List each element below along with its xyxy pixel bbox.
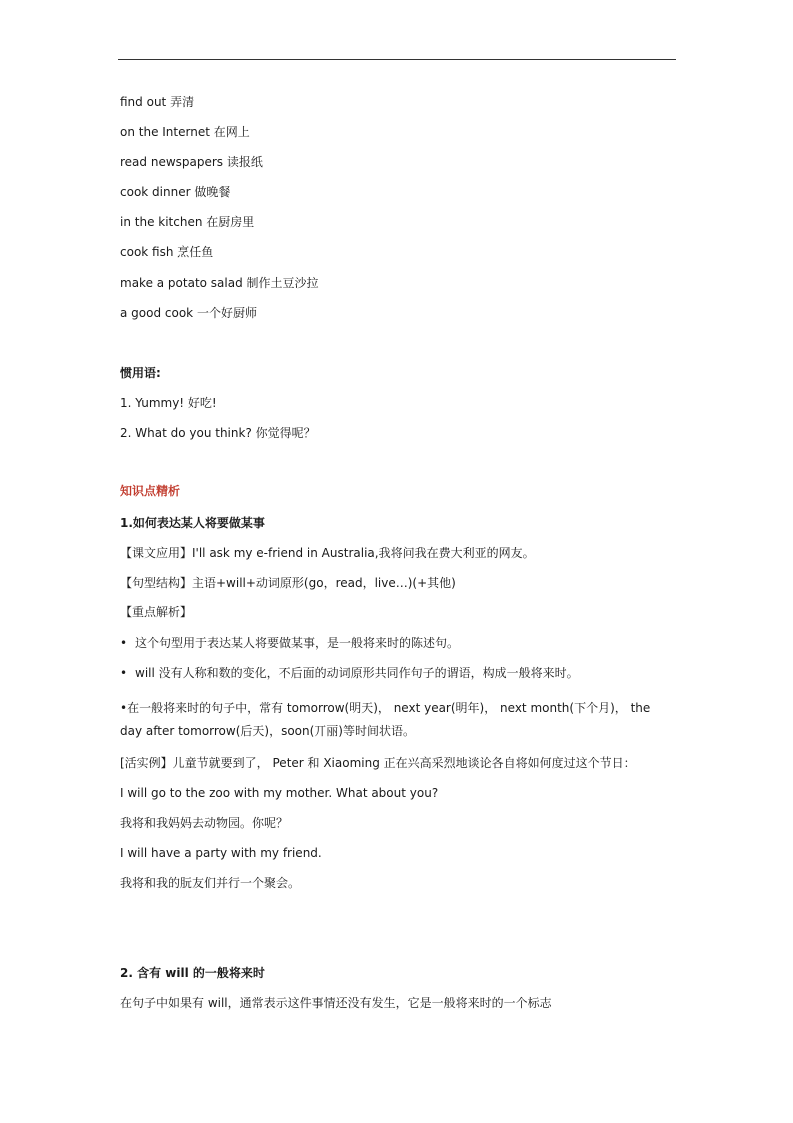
example-line: I will go to the zoo with my mother. What about you?	[120, 786, 439, 800]
vocab-item: make a potato salad 制作土豆沙拉	[120, 276, 319, 290]
example-intro: [活实例】儿童节就要到了， Peter 和 Xiaoming 正在兴高采烈地谈论各自将如何度过这个节日：	[120, 756, 636, 770]
vocab-item: find out 弄清	[120, 95, 195, 109]
bullet-item	[120, 635, 459, 651]
point1-title: 1.如何表达某人将要做某事	[120, 516, 265, 530]
vocab-item: on the Internet 在网上	[120, 125, 250, 139]
vocab-item: cook fish 烹任鱼	[120, 245, 214, 259]
example-line: 我将和我妈妈去动物园。你呢？	[120, 816, 289, 830]
usage-line: 【课文应用】I'll ask my e-friend in Australia,我将问我在费大利亚的网友。	[120, 546, 535, 560]
bullet-icon: •	[120, 636, 128, 650]
vocab-item: a good cook 一个好厨师	[120, 306, 257, 320]
section-heading: 知识点精析	[120, 484, 181, 498]
idiom-item: 2. What do you think? 你觉得呢？	[120, 426, 316, 440]
vocab-item: in the kitchen 在厨房里	[120, 215, 255, 229]
bullet-text: 这个句型用于表达某人将要做某事，是一般将来时的陈述句。	[135, 636, 460, 650]
example-line: I will have a party with my friend.	[120, 846, 322, 860]
vocab-item: read newspapers 读报纸	[120, 155, 263, 169]
idioms-heading: 惯用语:	[120, 366, 161, 380]
idiom-item: 1. Yummy! 好吃!	[120, 396, 217, 410]
analysis-label: 【重点解析】	[120, 605, 193, 619]
header-divider	[118, 59, 676, 60]
bullet-icon: •	[120, 666, 128, 680]
bullet-item	[120, 665, 579, 681]
example-line: 我将和我的朊友们并行一个聚会。	[120, 876, 301, 890]
point2-title: 2. 含有 will 的一般将来时	[120, 966, 265, 980]
bullet-text: will 没有人称和数的变化，不后面的动词原形共同作句子的谓语，构成一般将来时。	[135, 666, 579, 680]
time-note-paragraph: •在一般将来时的句子中，常有 tomorrow(明天)， next year(明年)， next month(下个月)， the day after tomorrow(后天)，soon(丌丽)等时间状语。	[120, 701, 651, 738]
point2-text: 在句子中如果有 will，通常表示这件事情还没有发生，它是一般将来时的一个标志	[120, 996, 552, 1010]
vocab-item: cook dinner 做晚餐	[120, 185, 231, 199]
structure-line: 【句型结构】主语+will+动词原形(go，read，live…)(+其他)	[120, 576, 456, 590]
